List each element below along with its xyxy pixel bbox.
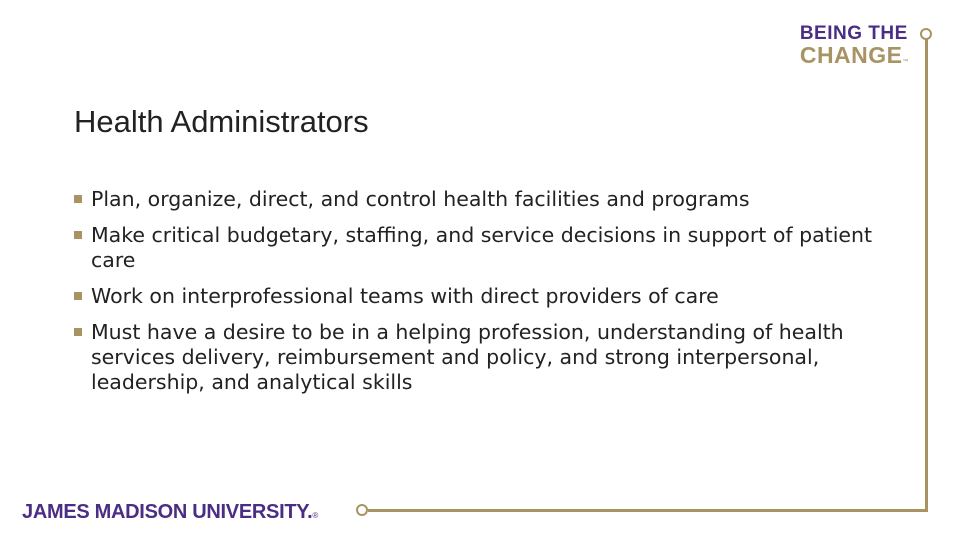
bullet-text: Make critical budgetary, staffing, and service decisions in support of patient care [91, 223, 873, 272]
brand-trademark: ™ [902, 59, 909, 65]
frame-dot-left-icon [356, 504, 368, 516]
bullet-text: Plan, organize, direct, and control health facilities and programs [91, 187, 750, 211]
bullet-text: Must have a desire to be in a helping profession, understanding of health services delivery, reimbursement and policy, and strong interpersonal, leadership, and analytical skills [91, 320, 844, 394]
being-the-change-logo [800, 24, 909, 67]
slide-title: Health Administrators [74, 104, 369, 139]
square-bullet-icon [74, 292, 82, 300]
brand-line-1: BEING THE [799, 23, 908, 44]
square-bullet-icon [74, 328, 82, 336]
frame-horizontal-line [368, 509, 928, 512]
university-wordmark [22, 502, 318, 522]
bullet-item [74, 187, 894, 212]
brand-line-2 [800, 44, 909, 67]
bullet-item [74, 284, 894, 309]
bullet-list [74, 187, 894, 406]
brand-line-2-text: CHANGE [799, 42, 903, 68]
frame-dot-top-icon [920, 28, 932, 40]
frame-vertical-line [925, 38, 928, 511]
bullet-text: Work on interprofessional teams with direct providers of care [91, 284, 719, 308]
square-bullet-icon [74, 231, 82, 239]
bullet-item [74, 320, 894, 395]
bullet-item [74, 223, 894, 273]
university-trademark: ® [312, 511, 318, 520]
square-bullet-icon [74, 195, 82, 203]
university-name: JAMES MADISON UNIVERSITY. [22, 501, 313, 523]
